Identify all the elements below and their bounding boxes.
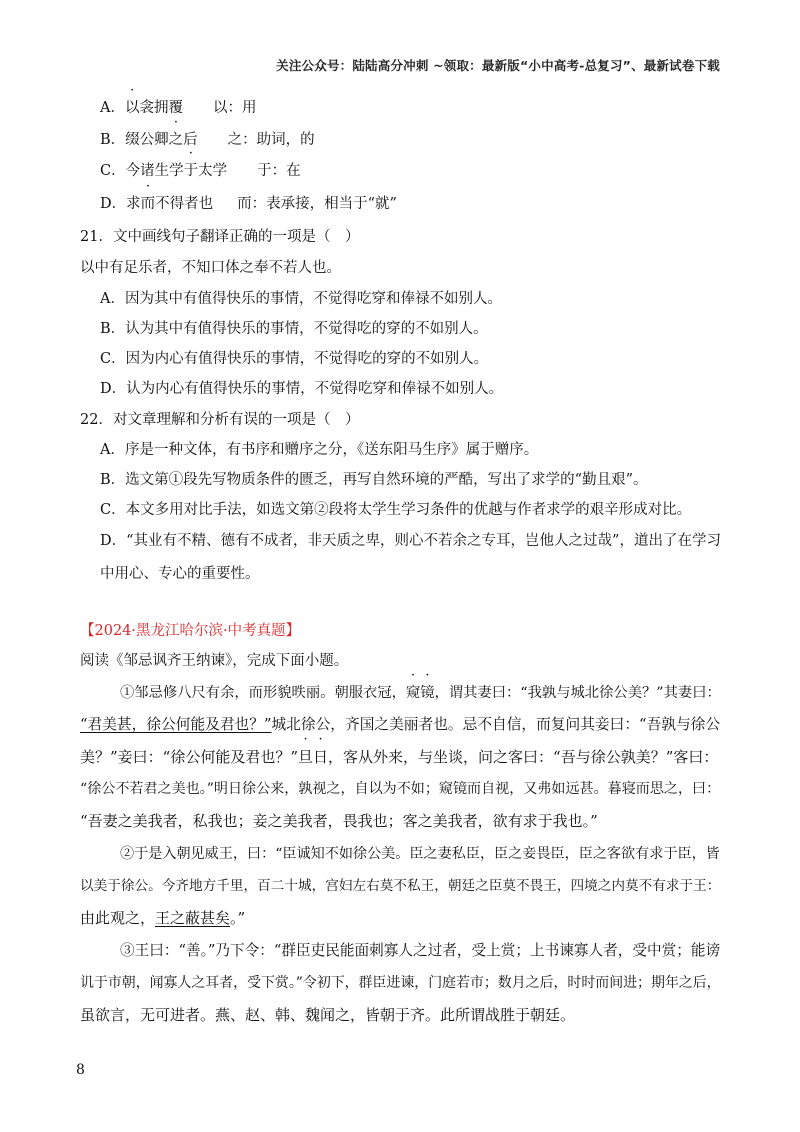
passage-p1-line5: “吾妻之美我者，私我也；妾之美我者，畏我也；客之美我者，欲有求于我也。” [80, 812, 598, 830]
q20-option-a [100, 97, 722, 119]
passage-text: 美？”妾曰：“徐公何能及君也？” [80, 748, 299, 766]
emphasis-dotted-char: 于 [183, 163, 199, 179]
passage-p3-line2: 讥于市朝，闻寡人之耳者，受下赏。”令初下，群臣进谏，门庭若市；数月之后，时时而间进；期年之后， [80, 975, 721, 991]
q20-option-d [100, 193, 722, 215]
q22-option-b: B．选文第①段先写物质条件的匮乏，再写自然环境的严酷，写出了求学的“勤且艰”。 [100, 472, 648, 488]
underlined-sentence: “君美甚，徐公何能及君也？” [80, 716, 272, 733]
passage-p2-line3 [80, 907, 722, 929]
q22-option-d-continued: 中用心、专心的重要性。 [100, 566, 260, 582]
emphasis-dotted-char: 而 [140, 196, 156, 212]
option-note: 以：用 [212, 100, 257, 116]
q21-option-b: B．认为其中有值得快乐的事情，不觉得吃的穿的不如别人。 [100, 321, 488, 337]
passage-text: ，谓其妻曰：“我孰与城北徐公美？”其妻曰： [434, 685, 721, 701]
emphasis-dotted-char: 窥 [405, 685, 421, 701]
q21-stem: 21．文中画线句子翻译正确的一项是（ ） [80, 229, 360, 245]
q21-option-c: C．因为内心有值得快乐的事情，不觉得吃的穿的不如别人。 [100, 351, 489, 367]
passage-p1-line1 [120, 682, 722, 704]
option-text-post: 太学 [198, 163, 228, 179]
passage-text: ，客从外来，与坐谈，问之客曰：“吾与徐公孰美？”客曰： [328, 748, 719, 766]
q22-stem: 22．对文章理解和分析有误的一项是（ ） [80, 412, 360, 428]
passage-text: 由此观之， [80, 909, 156, 927]
page-number: 8 [76, 1062, 85, 1078]
passage-p1-line4: “徐公不若君之美也。”明日徐公来，孰视之，自以为不如；窥镜而自视，又弗如远甚。暮寝而思之，曰： [80, 781, 721, 797]
option-text-post: 衾拥覆 [139, 100, 183, 116]
option-text-pre: 求 [126, 196, 141, 212]
option-text-post: 不得者也 [155, 196, 214, 212]
q22-option-d: D．“其业有不精、德有不成者，非天质之卑，则心不若余之专耳，岂他人之过哉”，道出了在学习 [100, 533, 721, 549]
passage-text: 城北徐公，齐国之美丽者也。忌不自信，而复问其妾曰：“吾孰与徐公 [271, 716, 721, 733]
option-note: 而：表承接，相当于“就” [237, 196, 397, 212]
option-text-pre: 今诸生学 [125, 163, 184, 179]
option-text-pre: 缀公卿 [125, 132, 169, 148]
page-header: 关注公众号：陆陆高分冲刺 ~领取：最新版“小中高考-总复习”、最新试卷下载 [276, 58, 720, 73]
underlined-sentence: 王之蔽甚矣 [155, 909, 231, 927]
passage-p1-line2 [80, 714, 722, 736]
source-label: 【2024·黑龙江哈尔滨·中考真题】 [80, 623, 301, 639]
q22-option-c: C．本文多用对比手法，如选文第②段将太学生学习条件的优越与作者求学的艰辛形成对比。 [100, 502, 692, 518]
option-letter: D． [100, 196, 127, 212]
option-letter: B． [100, 132, 126, 148]
emphasis-dotted-char: 日 [313, 748, 329, 766]
emphasis-dotted-char: 镜 [420, 685, 435, 701]
option-note: 之：助词，的 [227, 132, 315, 148]
passage-p3-line1: ③王曰：“善。”乃下令：“群臣吏民能面刺寡人之过者，受上赏；上书谏寡人者，受中赏；能谤 [120, 942, 721, 959]
emphasis-dotted-char: 以 [124, 100, 140, 116]
q20-option-c [100, 160, 722, 182]
q21-option-d: D．认为内心有值得快乐的事情，不觉得吃穿和俸禄不如别人。 [100, 381, 504, 397]
passage-text: ①邹忌修八尺有余，而形貌昳丽。朝服衣冠， [120, 685, 406, 701]
emphasis-dotted-char: 之 [168, 132, 184, 148]
q22-option-a: A．序是一种文体，有书序和赠序之分，《送东阳马生序》属于赠序。 [100, 442, 539, 458]
q21-option-a: A．因为其中有值得快乐的事情，不觉得吃穿和俸禄不如别人。 [100, 291, 502, 307]
option-note: 于：在 [257, 163, 301, 179]
option-letter: C． [100, 163, 126, 179]
q21-sentence: 以中有足乐者，不知口体之奉不若人也。 [80, 260, 341, 276]
emphasis-dotted-char: 旦 [298, 748, 314, 766]
passage-p2-line1: ②于是入朝见威王，曰：“臣诚知不如徐公美。臣之妻私臣，臣之妾畏臣，臣之客欲有求于臣，皆 [120, 846, 720, 862]
passage-p1-line3 [80, 746, 722, 768]
passage-p3-line3: 虽欲言，无可进者。燕、赵、韩、魏闻之，皆朝于齐。此所谓战胜于朝廷。 [80, 1006, 576, 1024]
reading-prompt: 阅读《邹忌讽齐王纳谏》，完成下面小题。 [80, 653, 349, 669]
passage-text: 。” [230, 909, 246, 927]
option-letter: A． [100, 100, 125, 116]
option-text-post: 后 [183, 132, 198, 148]
passage-p2-line2: 以美于徐公。今齐地方千里，百二十城，宫妇左右莫不私王，朝廷之臣莫不畏王，四境之内莫不有求于王： [80, 878, 721, 894]
